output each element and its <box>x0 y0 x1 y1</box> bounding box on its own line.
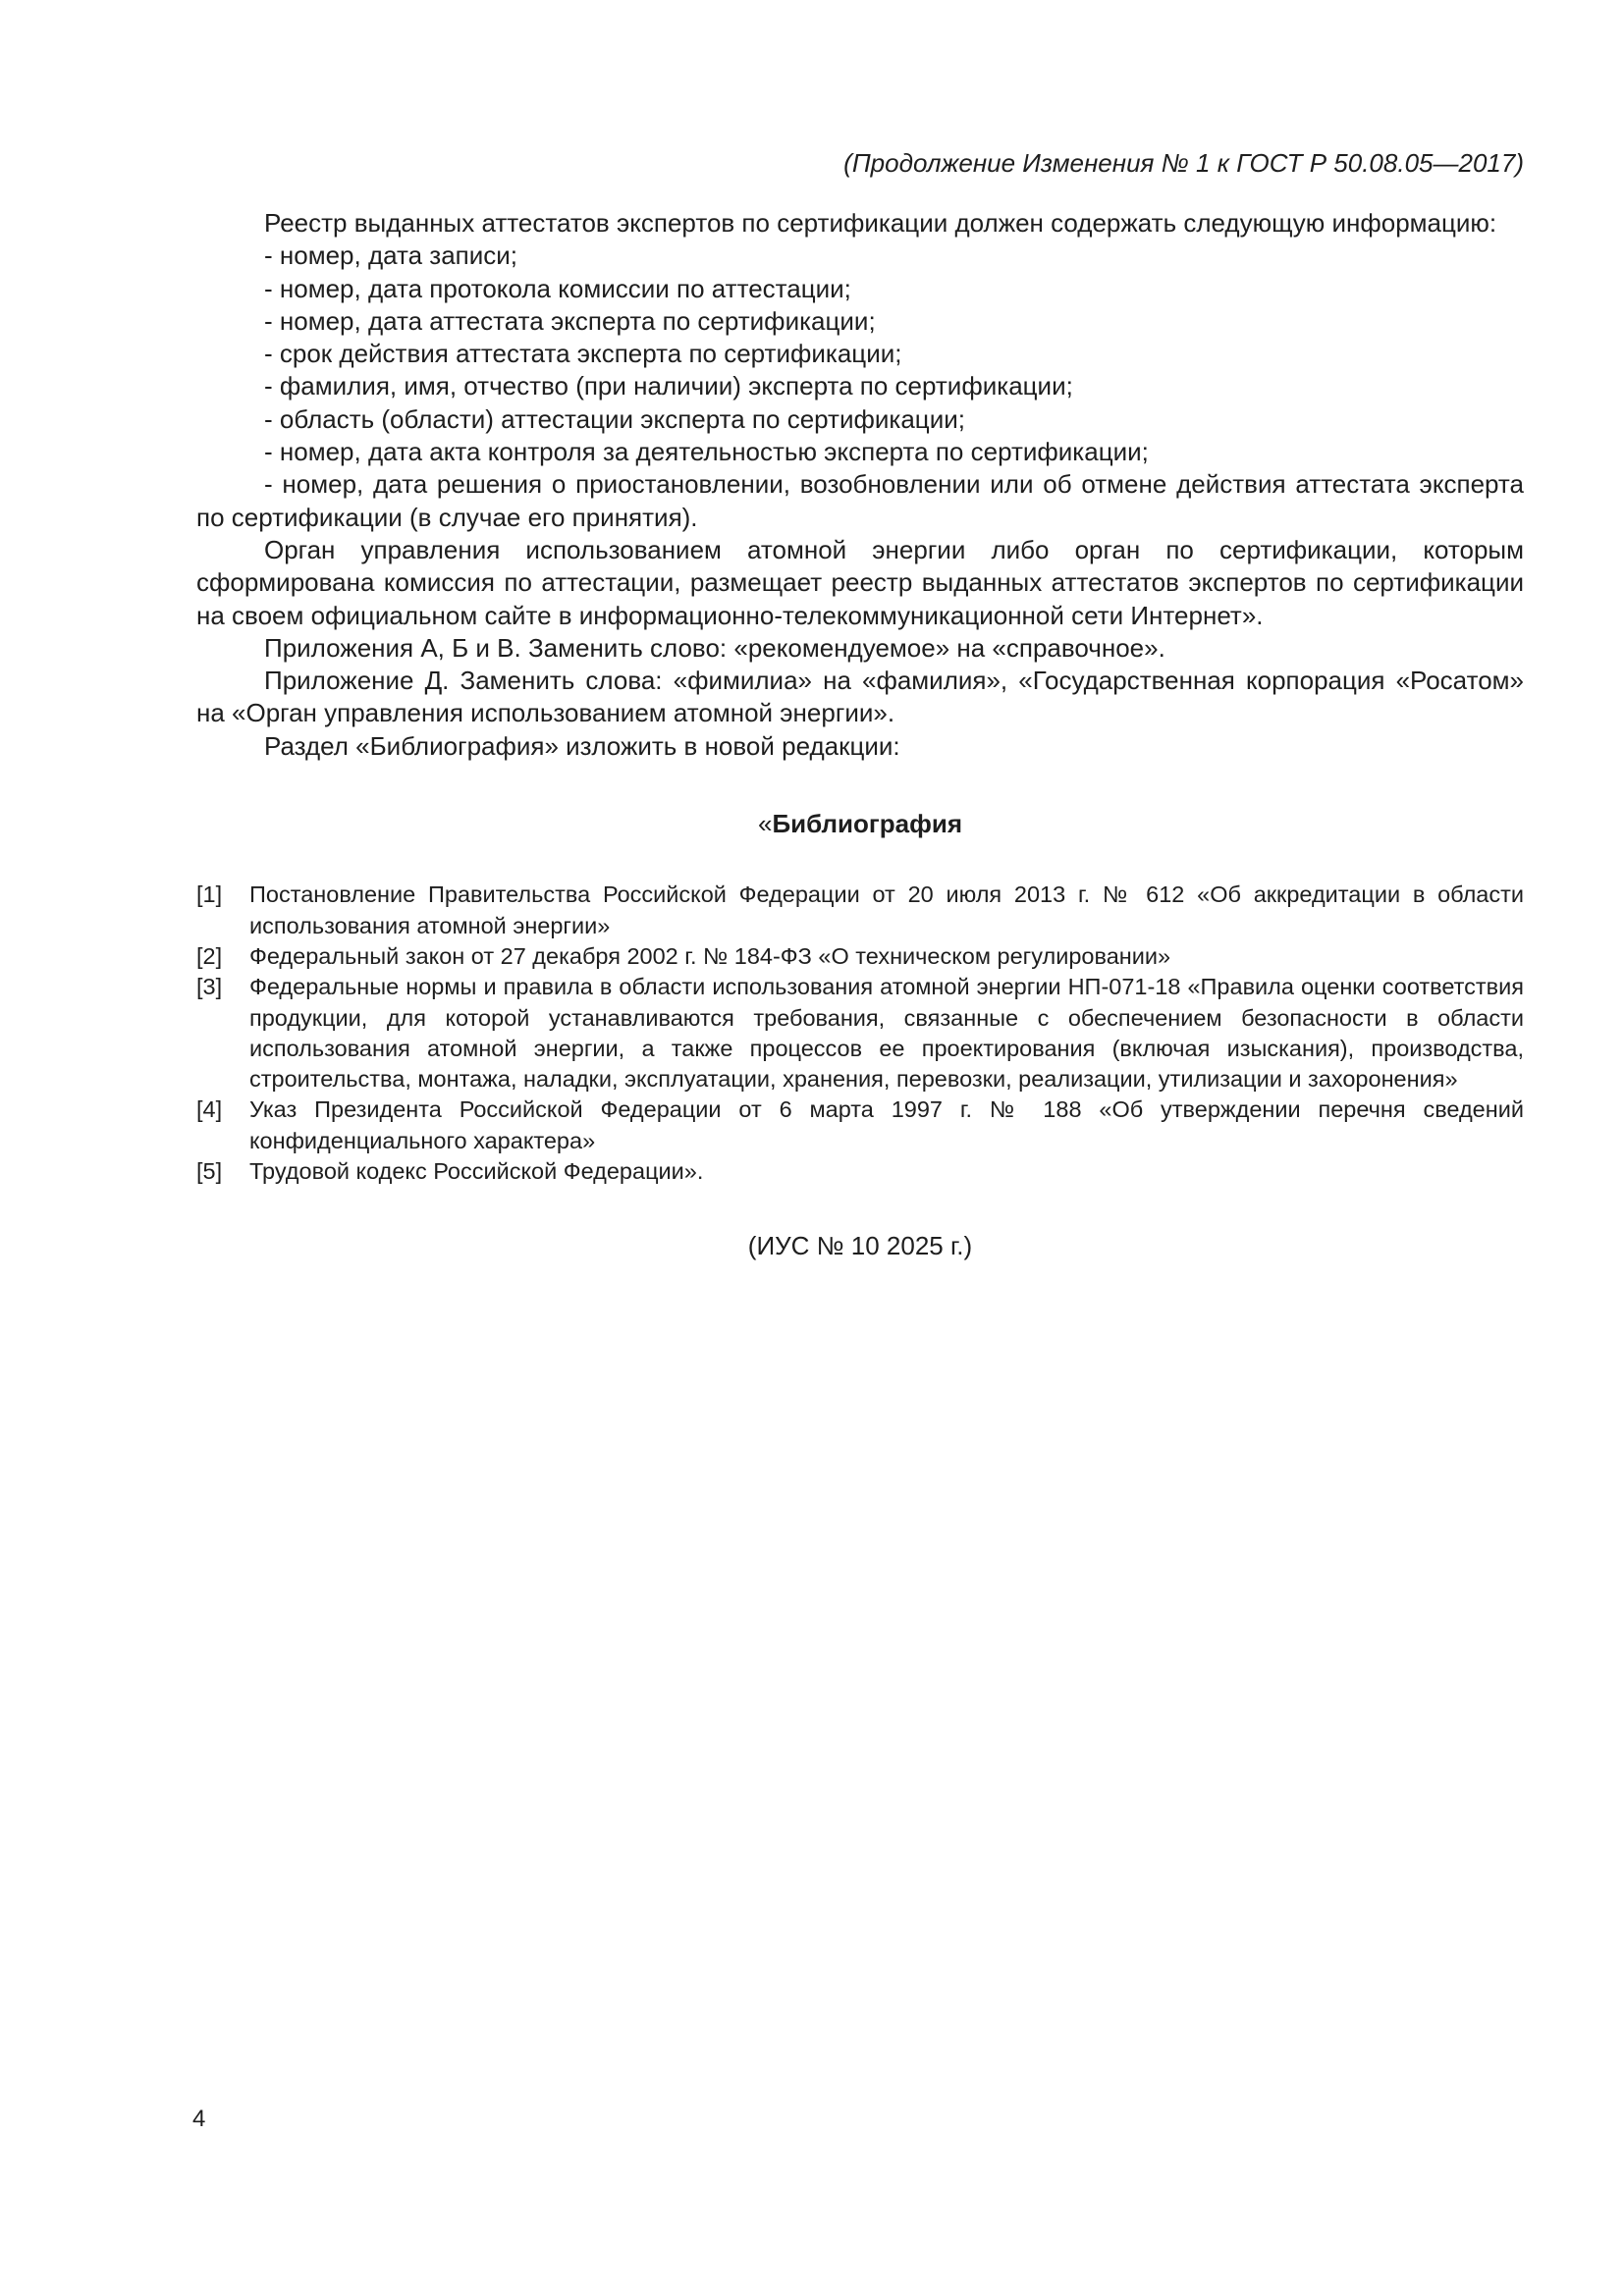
paragraph: Приложение Д. Заменить слова: «фимилиа» на «фамилия», «Государственная корпорация «Росатом» на «Орган управления использованием атомной энергии». <box>196 666 1524 728</box>
list-item: - фамилия, имя, отчество (при наличии) эксперта по сертификации; <box>264 371 1073 401</box>
page-number: 4 <box>192 2106 206 2132</box>
bibliography-item <box>196 1156 1524 1187</box>
reference-number: [5] <box>196 1158 223 1185</box>
paragraph: Орган управления использованием атомной энергии либо орган по сертификации, которым сформирована комиссия по аттестации, размещает реестр выданных аттестатов экспертов по сертификации на своем официальном сайте в информационно-телекоммуникационной сети Интернет». <box>196 534 1524 630</box>
bibliography-item <box>196 880 1524 941</box>
reference-text: Федеральные нормы и правила в области использования атомной энергии НП-071-18 «Правила оценки соответствия продукции, для которой устанавливаются требования, связанные с обеспечением безопасности в области использования атомной энергии, а также процессов ее проектирования (включая изыскания), производства, строительства, монтажа, наладки, эксплуатации, хранения, перевозки, реализации, утилизации и захоронения» <box>249 974 1524 1093</box>
continuation-header: (Продолжение Изменения № 1 к ГОСТ Р 50.08.05—2017) <box>843 148 1524 178</box>
list-item: - область (области) аттестации эксперта по сертификации; <box>264 403 965 434</box>
reference-text: Указ Президента Российской Федерации от 6 марта 1997 г. № 188 «Об утверждении перечня сведений конфиденциального характера» <box>249 1096 1524 1153</box>
bibliography-item <box>196 972 1524 1095</box>
bibliography-title-text: Библиография <box>772 809 962 839</box>
list-item: - номер, дата аттестата эксперта по сертификации; <box>264 305 876 336</box>
reference-text: Постановление Правительства Российской Федерации от 20 июля 2013 г. № 612 «Об аккредитации в области использования атомной энергии» <box>249 881 1524 938</box>
paragraph: Приложения А, Б и В. Заменить слово: «рекомендуемое» на «справочное». <box>264 632 1165 663</box>
reference-number: [3] <box>196 974 223 1000</box>
reference-text: Федеральный закон от 27 декабря 2002 г. № 184-ФЗ «О техническом регулировании» <box>249 942 1171 969</box>
bibliography-item <box>196 1095 1524 1156</box>
intro-paragraph: Реестр выданных аттестатов экспертов по сертификации должен содержать следующую информацию: <box>264 208 1497 238</box>
list-item-last: - номер, дата решения о приостановлении, возобновлении или об отмене действия аттестата эксперта по сертификации (в случае его принятия). <box>196 469 1524 532</box>
list-item: - номер, дата протокола комиссии по аттестации; <box>264 273 851 303</box>
reference-text: Трудовой кодекс Российской Федерации». <box>249 1158 704 1185</box>
bibliography-list <box>196 880 1524 1187</box>
reference-number: [4] <box>196 1096 223 1123</box>
paragraph: Раздел «Библиография» изложить в новой редакции: <box>264 730 900 761</box>
bibliography-title <box>196 808 1524 840</box>
document-body <box>196 207 1524 1263</box>
list-item: - номер, дата записи; <box>264 240 518 271</box>
reference-number: [2] <box>196 942 223 969</box>
bibliography-item <box>196 941 1524 972</box>
ius-note: (ИУС № 10 2025 г.) <box>747 1231 973 1261</box>
list-item: - срок действия аттестата эксперта по сертификации; <box>264 339 902 369</box>
reference-number: [1] <box>196 881 223 908</box>
list-item: - номер, дата акта контроля за деятельностью эксперта по сертификации; <box>264 437 1149 467</box>
bibliography-open-quote: « <box>757 809 773 839</box>
